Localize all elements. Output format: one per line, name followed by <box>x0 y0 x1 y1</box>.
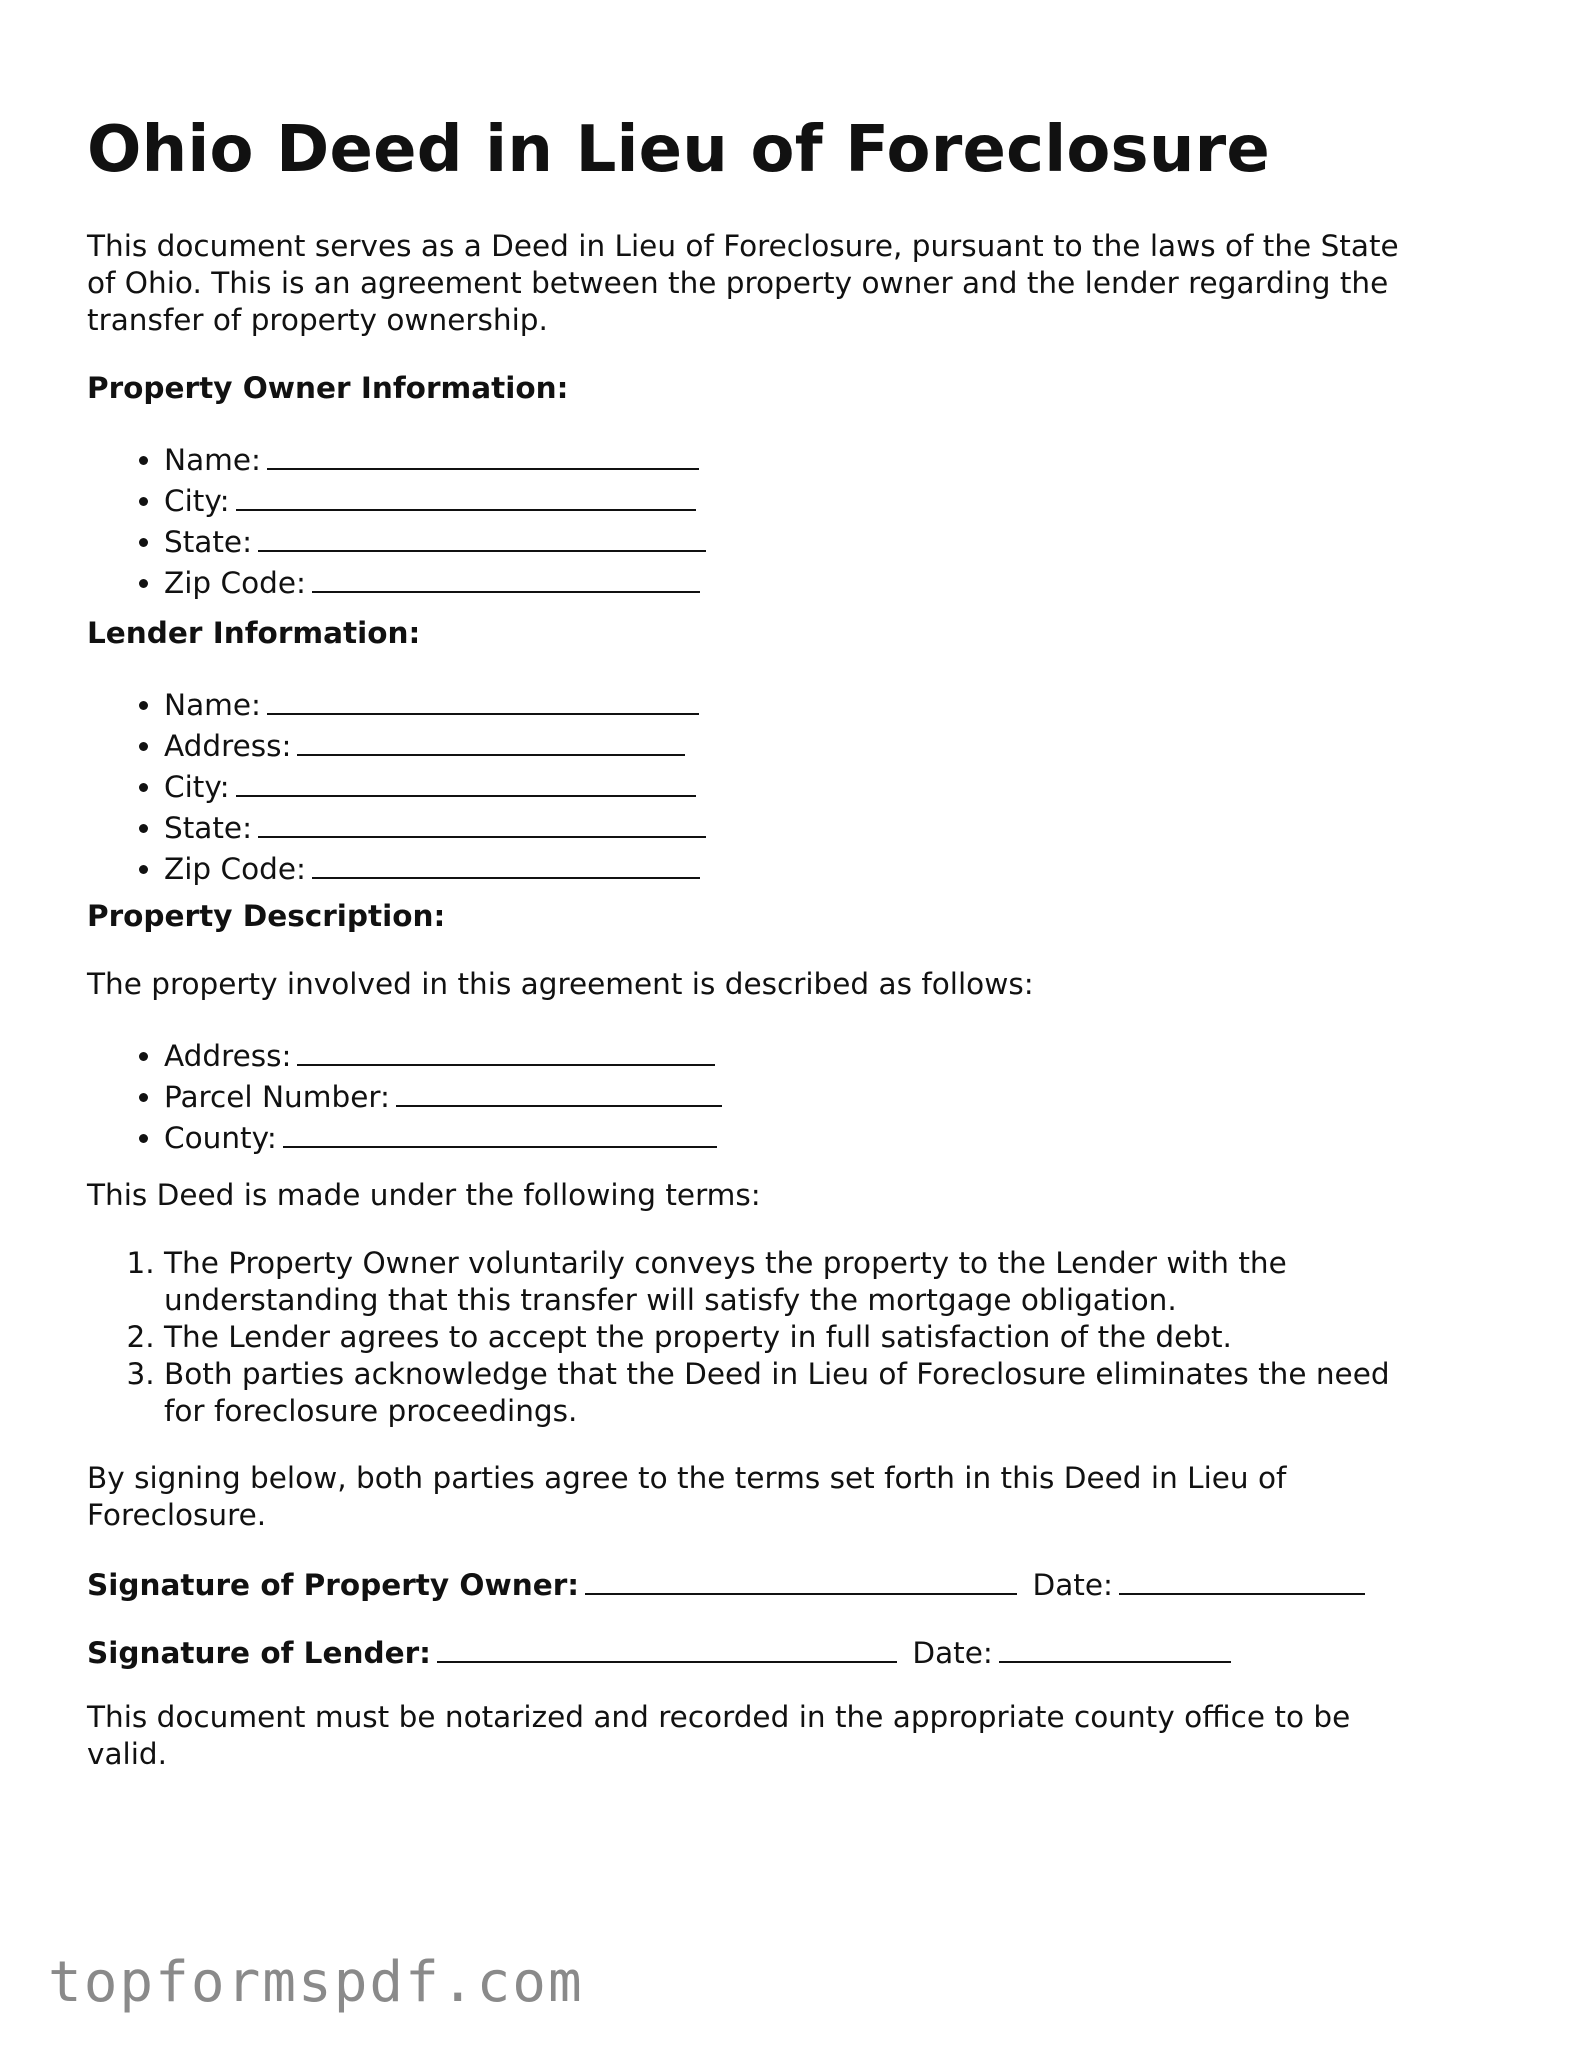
property-description-text: The property involved in this agreement is described as follows: <box>87 967 1034 1001</box>
property-heading: Property Description: <box>87 899 446 933</box>
owner-fields-list <box>87 438 706 602</box>
intro-line: of Ohio. This is an agreement between the property owner and the lender regarding the <box>87 266 1389 300</box>
owner-signature-line <box>87 1563 1365 1604</box>
owner-name-field[interactable]: • Name: <box>164 438 706 479</box>
fill-line[interactable] <box>396 1075 722 1107</box>
lender-name-field[interactable]: • Name: <box>164 683 706 724</box>
term-item: 2. The Lender agrees to accept the property in full satisfaction of the debt. <box>164 1319 1390 1356</box>
owner-date-field[interactable] <box>1119 1563 1365 1595</box>
agreement-paragraph: By signing below, both parties agree to the terms set forth in this Deed in Lieu of Foreclosure. <box>87 1461 1287 1532</box>
fill-line[interactable] <box>236 765 696 797</box>
lender-city-field[interactable]: • City: <box>164 765 706 806</box>
lender-date-label: Date: <box>912 1636 993 1670</box>
lender-state-field[interactable]: • State: <box>164 806 706 847</box>
lender-heading: Lender Information: <box>87 616 421 650</box>
lender-signature-label: Signature of Lender: <box>87 1636 431 1670</box>
fill-line[interactable] <box>267 438 699 470</box>
fill-line[interactable] <box>297 1034 715 1066</box>
fill-line[interactable] <box>236 479 696 511</box>
intro-paragraph <box>87 228 1399 339</box>
property-fields-list <box>87 1034 722 1157</box>
owner-state-field[interactable]: • State: <box>164 520 706 561</box>
closing-paragraph: This document must be notarized and recorded in the appropriate county office to be valid. <box>87 1700 1351 1771</box>
intro-line: transfer of property ownership. <box>87 303 548 337</box>
owner-zip-field[interactable]: • Zip Code: <box>164 561 706 602</box>
owner-date-label: Date: <box>1032 1568 1113 1602</box>
term-item: 3. Both parties acknowledge that the Deed in Lieu of Foreclosure eliminates the need for foreclosure proceedings. <box>164 1356 1390 1430</box>
lender-signature-line <box>87 1631 1231 1672</box>
term-item: 1. The Property Owner voluntarily conveys the property to the Lender with the understanding that this transfer will satisfy the mortgage obligation. <box>164 1245 1390 1319</box>
owner-city-field[interactable]: • City: <box>164 479 706 520</box>
property-parcel-field[interactable]: • Parcel Number: <box>164 1075 722 1116</box>
fill-line[interactable] <box>267 683 699 715</box>
terms-intro: This Deed is made under the following terms: <box>87 1178 761 1212</box>
fill-line[interactable] <box>283 1116 717 1148</box>
owner-signature-label: Signature of Property Owner: <box>87 1568 580 1602</box>
fill-line[interactable] <box>297 724 685 756</box>
owner-heading: Property Owner Information: <box>87 371 569 405</box>
document-title: Ohio Deed in Lieu of Foreclosure <box>87 113 1270 187</box>
intro-line: This document serves as a Deed in Lieu of Foreclosure, pursuant to the laws of the State <box>87 229 1399 263</box>
terms-list <box>87 1245 1390 1430</box>
fill-line[interactable] <box>258 520 706 552</box>
lender-fields-list <box>87 683 706 888</box>
fill-line[interactable] <box>312 561 700 593</box>
property-address-field[interactable]: • Address: <box>164 1034 722 1075</box>
fill-line[interactable] <box>258 806 706 838</box>
property-county-field[interactable]: • County: <box>164 1116 722 1157</box>
lender-address-field[interactable]: • Address: <box>164 724 706 765</box>
owner-signature-field[interactable] <box>585 1563 1017 1595</box>
lender-zip-field[interactable]: • Zip Code: <box>164 847 706 888</box>
lender-date-field[interactable] <box>999 1631 1231 1663</box>
fill-line[interactable] <box>312 847 700 879</box>
lender-signature-field[interactable] <box>437 1631 897 1663</box>
watermark-text: topformspdf.com <box>48 1950 584 2015</box>
